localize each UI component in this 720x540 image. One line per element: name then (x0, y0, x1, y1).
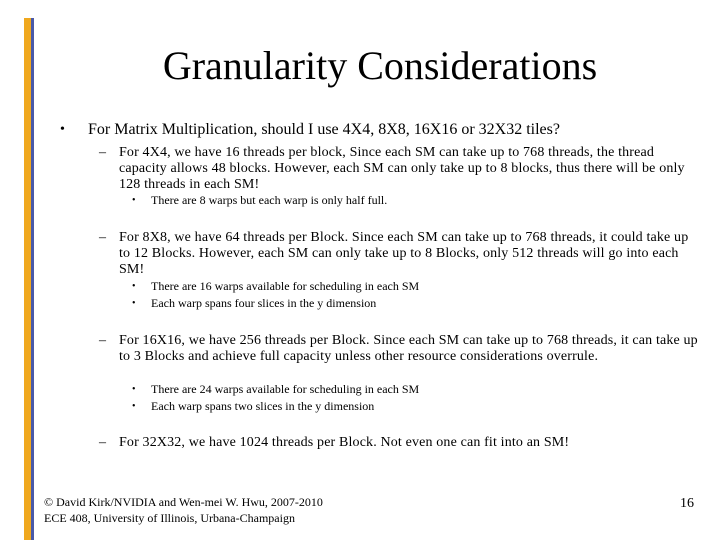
case-text-8x8: For 8X8, we have 64 threads per Block. Since each SM can take up to 768 threads, it could take up to 12 Blocks. However, each SM can only take up to 8 Blocks, only 512 threads will go into each SM! (119, 230, 689, 277)
note-bullet: • (132, 384, 136, 395)
page-number: 16 (680, 496, 694, 511)
note-bullet: • (132, 281, 136, 292)
note-bullet: • (132, 298, 136, 309)
note-16x16-2: Each warp spans two slices in the y dimension (151, 399, 375, 413)
case-dash-2: – (99, 230, 106, 245)
case-dash-3: – (99, 333, 106, 348)
case-text-32x32: For 32X32, we have 1024 threads per Block. Not even one can fit into an SM! (119, 435, 570, 450)
footer-credits (44, 494, 323, 526)
slide-title: Granularity Considerations (162, 43, 598, 88)
footer-course: ECE 408, University of Illinois, Urbana-Champaign (44, 511, 295, 525)
main-point: For Matrix Multiplication, should I use 4X4, 8X8, 16X16 or 32X32 tiles? (88, 121, 560, 138)
note-8x8-2: Each warp spans four slices in the y dimension (151, 296, 377, 310)
main-bullet: • (60, 122, 65, 137)
note-bullet: • (132, 401, 136, 412)
case-dash-1: – (99, 145, 106, 160)
case-text-4x4: For 4X4, we have 16 threads per block, Since each SM can take up to 768 threads, the thread capacity allows 48 blocks. However, each SM can only take up to 8 blocks, thus there will be only 128 threads in each SM! (119, 145, 685, 192)
note-16x16-1: There are 24 warps available for scheduling in each SM (151, 382, 420, 396)
case-dash-4: – (99, 435, 106, 450)
note-4x4-1: There are 8 warps but each warp is only half full. (151, 193, 388, 207)
footer-copyright: © David Kirk/NVIDIA and Wen-mei W. Hwu, 2007-2010 (44, 495, 323, 509)
accent-bar-gold (24, 18, 31, 540)
case-text-16x16: For 16X16, we have 256 threads per Block. Since each SM can take up to 768 threads, it can take up to 3 Blocks and achieve full capacity unless other resource considerations overrule. (119, 333, 698, 364)
accent-bar-blue (31, 18, 34, 540)
note-bullet: • (132, 195, 136, 206)
note-8x8-1: There are 16 warps available for scheduling in each SM (151, 279, 420, 293)
